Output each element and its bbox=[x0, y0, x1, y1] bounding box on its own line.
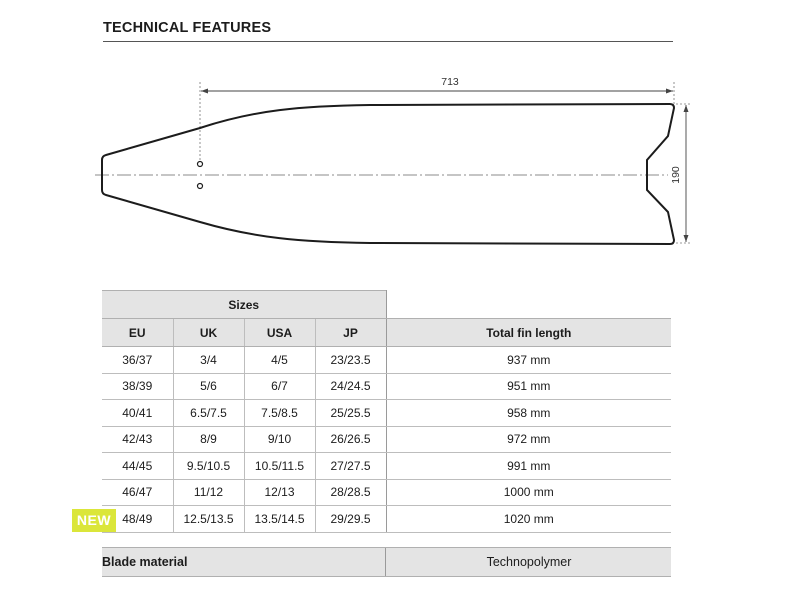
cell-eu: 42/43 bbox=[102, 426, 173, 453]
cell-eu: 46/47 bbox=[102, 479, 173, 506]
cell-length: 1000 mm bbox=[386, 479, 671, 506]
table-row bbox=[102, 400, 671, 427]
cell-uk: 5/6 bbox=[173, 373, 244, 400]
blade-outline bbox=[102, 104, 674, 244]
table-row bbox=[102, 373, 671, 400]
cell-eu: 38/39 bbox=[102, 373, 173, 400]
table-column-header-row bbox=[102, 319, 671, 347]
column-header-jp: JP bbox=[315, 319, 386, 347]
empty-header-cell bbox=[386, 291, 671, 319]
cell-length: 937 mm bbox=[386, 347, 671, 374]
length-dimension-label: 713 bbox=[441, 76, 459, 88]
cell-uk: 6.5/7.5 bbox=[173, 400, 244, 427]
cell-uk: 9.5/10.5 bbox=[173, 453, 244, 480]
column-header-usa: USA bbox=[244, 319, 315, 347]
cell-jp: 26/26.5 bbox=[315, 426, 386, 453]
table-group-header-row bbox=[102, 291, 671, 319]
table-row bbox=[102, 479, 671, 506]
cell-jp: 29/29.5 bbox=[315, 506, 386, 533]
cell-usa: 13.5/14.5 bbox=[244, 506, 315, 533]
cell-eu: 36/37 bbox=[102, 347, 173, 374]
table-row bbox=[102, 426, 671, 453]
cell-eu: 40/41 bbox=[102, 400, 173, 427]
blade-material-label: Blade material bbox=[102, 555, 188, 569]
blade-material-value: Technopolymer bbox=[385, 548, 672, 576]
cell-uk: 11/12 bbox=[173, 479, 244, 506]
table-row bbox=[102, 453, 671, 480]
cell-usa: 6/7 bbox=[244, 373, 315, 400]
cell-jp: 24/24.5 bbox=[315, 373, 386, 400]
cell-usa: 7.5/8.5 bbox=[244, 400, 315, 427]
table-row bbox=[102, 347, 671, 374]
column-header-eu: EU bbox=[102, 319, 173, 347]
cell-usa: 12/13 bbox=[244, 479, 315, 506]
width-arrow-top bbox=[684, 105, 689, 112]
cell-uk: 3/4 bbox=[173, 347, 244, 374]
column-header-length: Total fin length bbox=[386, 319, 671, 347]
cell-length: 1020 mm bbox=[386, 506, 671, 533]
cell-length: 958 mm bbox=[386, 400, 671, 427]
cell-length: 972 mm bbox=[386, 426, 671, 453]
cell-length: 951 mm bbox=[386, 373, 671, 400]
blade-material-row bbox=[102, 547, 671, 577]
cell-length: 991 mm bbox=[386, 453, 671, 480]
cell-uk: 12.5/13.5 bbox=[173, 506, 244, 533]
cell-eu: 48/49 bbox=[102, 506, 173, 533]
mounting-hole-lower bbox=[198, 184, 203, 189]
cell-eu: 44/45 bbox=[102, 453, 173, 480]
length-arrow-right bbox=[666, 89, 673, 94]
width-dimension-label: 190 bbox=[670, 166, 682, 184]
cell-jp: 27/27.5 bbox=[315, 453, 386, 480]
new-badge: NEW bbox=[72, 509, 116, 532]
sizes-header: Sizes bbox=[102, 291, 386, 319]
size-table bbox=[102, 290, 671, 533]
table-row bbox=[102, 506, 671, 533]
mounting-hole-upper bbox=[198, 162, 203, 167]
section-title: TECHNICAL FEATURES bbox=[103, 20, 272, 36]
width-arrow-bottom bbox=[684, 235, 689, 242]
cell-usa: 10.5/11.5 bbox=[244, 453, 315, 480]
fin-blade-drawing bbox=[0, 0, 800, 280]
cell-usa: 9/10 bbox=[244, 426, 315, 453]
length-arrow-left bbox=[201, 89, 208, 94]
cell-jp: 28/28.5 bbox=[315, 479, 386, 506]
cell-usa: 4/5 bbox=[244, 347, 315, 374]
cell-jp: 23/23.5 bbox=[315, 347, 386, 374]
cell-jp: 25/25.5 bbox=[315, 400, 386, 427]
cell-uk: 8/9 bbox=[173, 426, 244, 453]
column-header-uk: UK bbox=[173, 319, 244, 347]
